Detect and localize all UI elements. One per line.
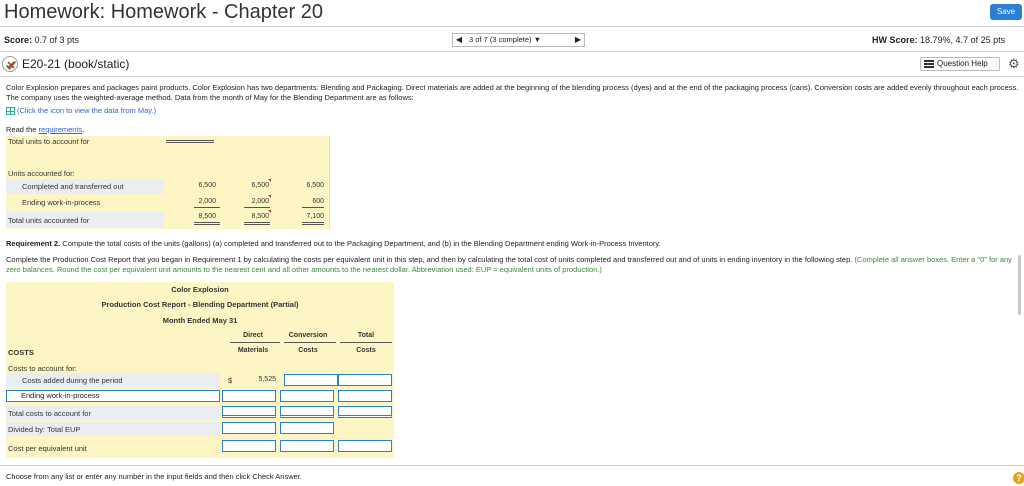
read-requirements xyxy=(6,125,84,134)
subtotal-line xyxy=(194,207,220,208)
row-label: Costs added during the period xyxy=(22,376,123,385)
cell-value: 2,000 xyxy=(198,198,216,205)
save-button[interactable]: Save xyxy=(990,4,1022,20)
cell-value: 8,500 xyxy=(198,213,216,220)
requirement-2 xyxy=(6,239,661,249)
score xyxy=(4,35,79,45)
score-value: 0.7 of 3 pts xyxy=(34,35,80,45)
hw-score-label: HW Score: xyxy=(872,35,918,45)
footer-divider xyxy=(0,465,1024,466)
units-accounted-header: Units accounted for: xyxy=(8,169,75,178)
production-cost-report xyxy=(6,282,394,458)
instruction-note: (Complete all answer boxes. Enter a "0" for any zero balances. Round the cost per equivalent unit amounts to the nearest cent and all other amounts to the nearest dollar. Abbreviation used: EUP = equivalent units of production.) xyxy=(6,255,1012,274)
dm-cost-per-eup-input[interactable] xyxy=(222,440,276,452)
col-conversion-bottom: Costs xyxy=(298,347,318,354)
col-divider xyxy=(340,342,392,343)
report-company: Color Explosion xyxy=(171,285,229,294)
edited-marker xyxy=(268,195,271,198)
requirement-2-heading: Requirement 2. xyxy=(6,239,61,248)
footer-instruction: Choose from any list or enter any number in the input fields and then click Check Answer. xyxy=(6,472,302,481)
total-line xyxy=(194,222,220,223)
col-divider xyxy=(284,342,336,343)
list-icon xyxy=(924,59,934,70)
read-prefix: Read the xyxy=(6,125,37,134)
help-icon[interactable]: ? xyxy=(1013,472,1024,484)
conversion-row-2-input[interactable] xyxy=(280,390,334,402)
view-data-label: (Click the icon to view the data from May.) xyxy=(17,106,157,115)
col-direct-materials-top: Direct xyxy=(243,332,263,339)
requirement-2-instructions xyxy=(6,255,1018,274)
total-line xyxy=(244,224,270,225)
report-title: Production Cost Report - Blending Department (Partial) xyxy=(101,300,299,309)
hw-score xyxy=(872,35,1005,45)
page-title: Homework: Homework - Chapter 20 xyxy=(4,1,323,23)
prev-question-icon[interactable]: ◀ xyxy=(455,35,463,44)
dm-row-2-input[interactable] xyxy=(222,390,276,402)
data-table-icon[interactable] xyxy=(6,107,15,115)
conversion-eup-input[interactable] xyxy=(280,422,334,434)
read-suffix: . xyxy=(82,125,85,134)
col-total-top: Total xyxy=(357,332,375,339)
cell-value: 6,500 xyxy=(306,182,324,189)
row-label: Divided by: Total EUP xyxy=(8,425,81,434)
units-table xyxy=(6,136,330,229)
problem-divider xyxy=(0,76,1024,77)
total-units-to-account-label: Total units to account for xyxy=(8,137,90,146)
scrollbar[interactable] xyxy=(1018,255,1021,315)
total-line xyxy=(244,222,270,223)
edited-marker xyxy=(268,210,271,213)
question-help-label: Question Help xyxy=(937,59,988,68)
cell-value: 600 xyxy=(312,198,324,205)
header-divider xyxy=(0,26,1024,27)
costs-header: COSTS xyxy=(8,348,34,357)
conversion-cost-per-eup-input[interactable] xyxy=(280,440,334,452)
total-line xyxy=(194,224,220,225)
total-costs-added-input[interactable] xyxy=(338,374,392,386)
row-label: Total costs to account for xyxy=(8,409,91,418)
next-question-icon[interactable]: ▶ xyxy=(574,35,582,44)
subtotal-line xyxy=(302,207,324,208)
report-period: Month Ended May 31 xyxy=(162,316,238,325)
cell-value: 2,000 xyxy=(251,198,269,205)
row-label: Ending work-in-process xyxy=(22,198,101,207)
col-direct-materials-bottom: Materials xyxy=(237,347,269,354)
question-select[interactable]: 3 of 7 (3 complete) ▼ xyxy=(469,35,542,44)
conversion-total-costs-input[interactable] xyxy=(280,406,334,418)
dollar-sign: $ xyxy=(228,376,233,385)
problem-intro: Color Explosion prepares and packages paint products. Color Explosion has two departments: Blending and Packaging. Direct materials are added at the beginning of the blending process (dyes) and at the end of the packaging process (cans). Conversion costs are added evenly throughout each process. The company uses the weighted-average method. Data from the month of May for the Blending Department are as follows: xyxy=(6,83,1019,102)
col-conversion-top: Conversion xyxy=(288,332,328,339)
row-label: Cost per equivalent unit xyxy=(8,444,87,453)
row-label: Total units accounted for xyxy=(8,216,90,225)
subtotal-line xyxy=(244,207,270,208)
costs-to-account-header: Costs to account for: xyxy=(8,364,77,373)
gear-icon[interactable]: ⚙ xyxy=(1008,56,1020,71)
requirement-2-text: Compute the total costs of the units (gallons) (a) completed and transferred out to the Packaging Department, and (b) in the Blending Department ending Work-in-Process Inventory. xyxy=(62,239,661,248)
total-cost-per-eup-input[interactable] xyxy=(338,440,392,452)
total-row-2-input[interactable] xyxy=(338,390,392,402)
dm-eup-input[interactable] xyxy=(222,422,276,434)
view-data-link[interactable] xyxy=(6,106,156,115)
total-underline-2 xyxy=(166,142,214,143)
beginning-wip-select[interactable]: Ending work-in-process xyxy=(6,390,220,402)
question-navigator xyxy=(452,33,585,47)
row-label: Completed and transferred out xyxy=(22,182,124,191)
total-line xyxy=(302,224,324,225)
conversion-costs-added-input[interactable] xyxy=(284,374,338,386)
cell-value: 7,100 xyxy=(306,213,324,220)
question-help-button[interactable] xyxy=(920,57,1000,71)
col-divider xyxy=(230,342,280,343)
total-total-costs-input[interactable] xyxy=(338,406,392,418)
edited-marker xyxy=(268,179,271,182)
total-underline xyxy=(166,140,214,141)
cell-value: 8,500 xyxy=(251,213,269,220)
hw-score-value: 18.79%, 4.7 of 25 pts xyxy=(920,35,1006,45)
partial-credit-icon xyxy=(2,56,18,72)
requirements-link[interactable]: requirements xyxy=(38,125,83,134)
cell-value: 6,500 xyxy=(251,182,269,189)
instruction-text: Complete the Production Cost Report that you began in Requirement 1 by calculating the costs per equivalent unit in this step, and then by calculating the total cost of units completed and transferred out and of units in ending inventory in the following step. xyxy=(6,255,853,264)
col-total-bottom: Costs xyxy=(356,347,376,354)
cell-value: 6,500 xyxy=(198,182,216,189)
score-label: Score: xyxy=(4,35,33,45)
dm-total-costs-input[interactable] xyxy=(222,406,276,418)
score-divider xyxy=(0,51,1024,52)
total-line xyxy=(302,222,324,223)
dm-costs-added-value: 5,525 xyxy=(258,376,276,383)
problem-title: E20-21 (book/static) xyxy=(22,57,130,71)
